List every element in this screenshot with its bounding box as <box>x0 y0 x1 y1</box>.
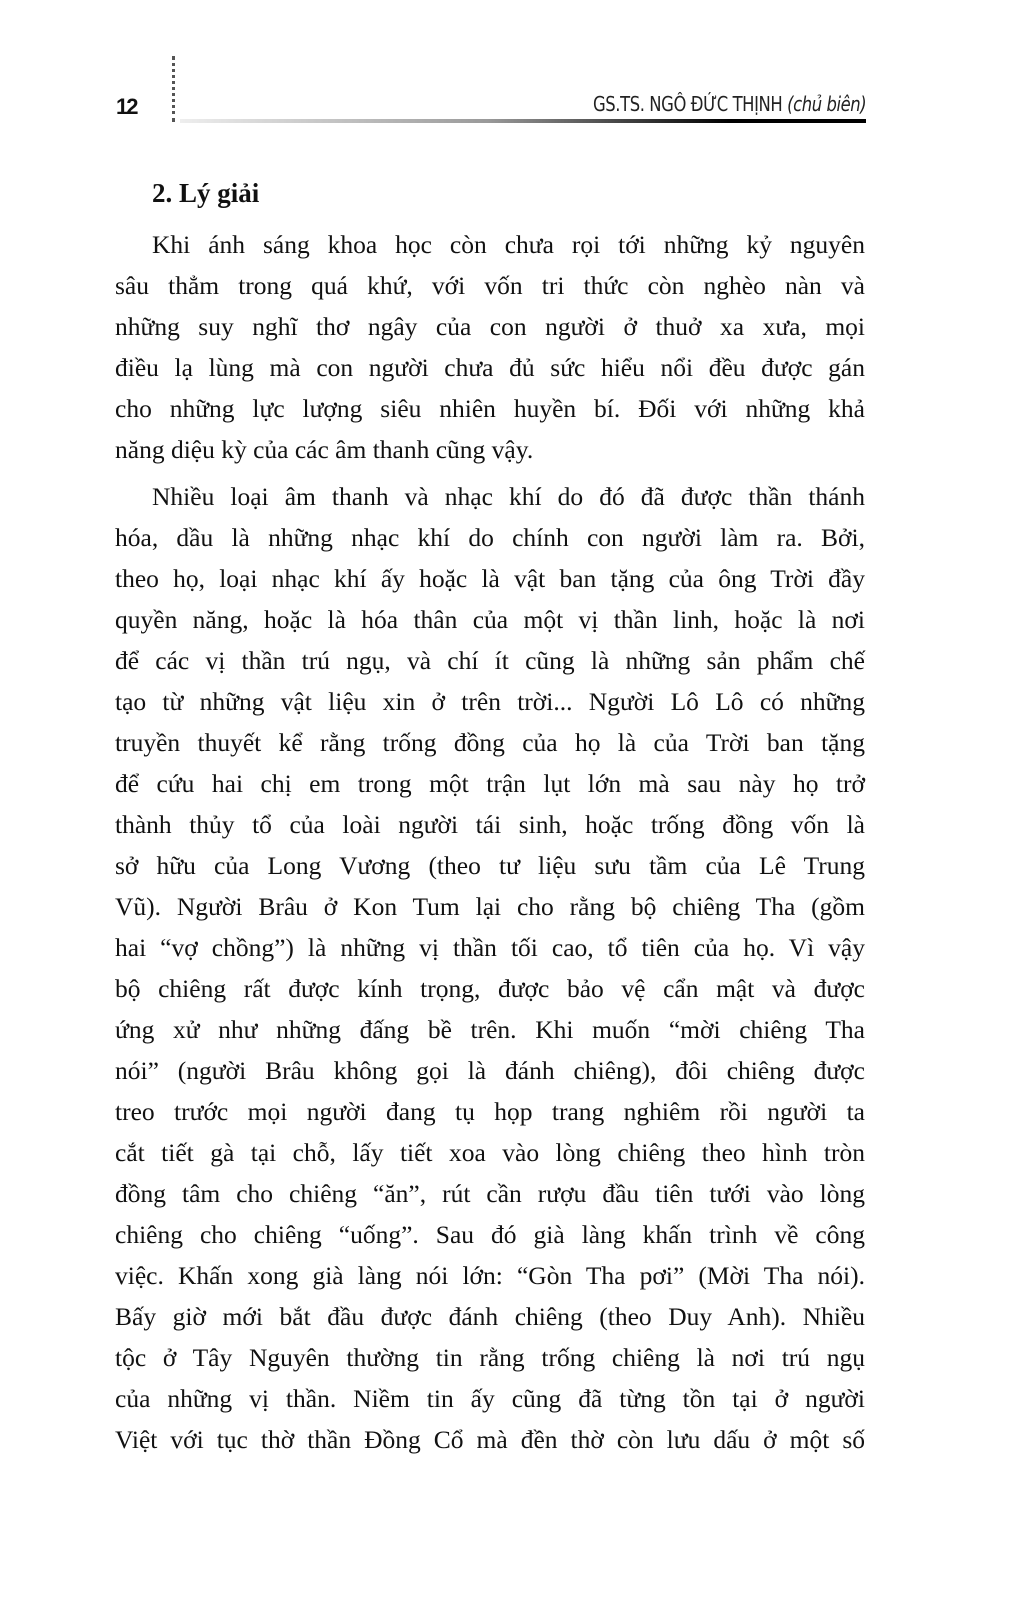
text-line: cắt tiết gà tại chỗ, lấy tiết xoa vào lòng chiêng theo hình tròn <box>115 1138 865 1167</box>
text-line: hai “vợ chồng”) là những vị thần tối cao, tổ tiên của họ. Vì vậy <box>115 933 865 962</box>
text-line: của những vị thần. Niềm tin ấy cũng đã từng tồn tại ở người <box>115 1384 865 1413</box>
running-header-author: GS.TS. NGÔ ĐỨC THỊNH <box>592 92 783 116</box>
text-line: hóa, dầu là những nhạc khí do chính con người làm ra. Bởi, <box>115 523 865 552</box>
text-line: truyền thuyết kể rằng trống đồng của họ là của Trời ban tặng <box>115 728 865 757</box>
text-line: những suy nghĩ thơ ngây của con người ở thuở xa xưa, mọi <box>115 312 865 341</box>
text-line: nói” (người Brâu không gọi là đánh chiêng), đôi chiêng được <box>115 1056 865 1085</box>
paragraph <box>115 224 865 470</box>
text-line: tộc ở Tây Nguyên thường tin rằng trống chiêng là nơi trú ngụ <box>115 1343 865 1372</box>
text-line: ứng xử như những đấng bề trên. Khi muốn “mời chiêng Tha <box>115 1015 865 1044</box>
running-header <box>593 92 866 116</box>
text-line: để các vị thần trú ngụ, và chí ít cũng là những sản phẩm chế <box>115 646 865 675</box>
text-line: để cứu hai chị em trong một trận lụt lớn mà sau này họ trở <box>115 769 865 798</box>
text-line: thành thủy tổ của loài người tái sinh, hoặc trống đồng vốn là <box>115 810 865 839</box>
text-line: Bấy giờ mới bắt đầu được đánh chiêng (theo Duy Anh). Nhiều <box>115 1302 865 1331</box>
text-line: theo họ, loại nhạc khí ấy hoặc là vật ban tặng của ông Trời đầy <box>115 564 865 593</box>
text-line: Vũ). Người Brâu ở Kon Tum lại cho rằng bộ chiêng Tha (gồm <box>115 892 865 921</box>
text-line: Nhiều loại âm thanh và nhạc khí do đó đã được thần thánh <box>152 482 865 511</box>
header-rule <box>180 119 866 123</box>
text-line: sở hữu của Long Vương (theo tư liệu sưu tầm của Lê Trung <box>115 851 865 880</box>
text-line: Khi ánh sáng khoa học còn chưa rọi tới những kỷ nguyên <box>152 230 865 259</box>
page-number: 12 <box>116 94 137 119</box>
paragraph <box>115 476 865 1460</box>
header-dotted-divider <box>172 56 175 122</box>
text-line: chiêng cho chiêng “uống”. Sau đó già làng khấn trình về công <box>115 1220 865 1249</box>
section-title: 2. Lý giải <box>152 178 260 208</box>
text-line: Việt với tục thờ thần Đồng Cổ mà đền thờ còn lưu dấu ở một số <box>115 1425 865 1454</box>
text-line: bộ chiêng rất được kính trọng, được bảo vệ cẩn mật và được <box>115 974 865 1003</box>
running-header-role: (chủ biên) <box>786 92 866 116</box>
text-line: việc. Khấn xong già làng nói lớn: “Gòn Tha pơi” (Mời Tha nói). <box>115 1261 865 1290</box>
text-line: cho những lực lượng siêu nhiên huyền bí. Đối với những khả <box>115 394 865 423</box>
text-line: treo trước mọi người đang tụ họp trang nghiêm rồi người ta <box>115 1097 865 1126</box>
text-line: điều lạ lùng mà con người chưa đủ sức hiểu nổi đều được gán <box>115 353 865 382</box>
text-line: sâu thẳm trong quá khứ, với vốn tri thức còn nghèo nàn và <box>115 271 865 300</box>
body-text <box>115 224 865 1460</box>
text-line: quyền năng, hoặc là hóa thân của một vị thần linh, hoặc là nơi <box>115 605 865 634</box>
text-line: tạo từ những vật liệu xin ở trên trời... Người Lô Lô có những <box>115 687 865 716</box>
text-line: đồng tâm cho chiêng “ăn”, rút cần rượu đầu tiên tưới vào lòng <box>115 1179 865 1208</box>
text-line: năng diệu kỳ của các âm thanh cũng vậy. <box>115 435 534 464</box>
